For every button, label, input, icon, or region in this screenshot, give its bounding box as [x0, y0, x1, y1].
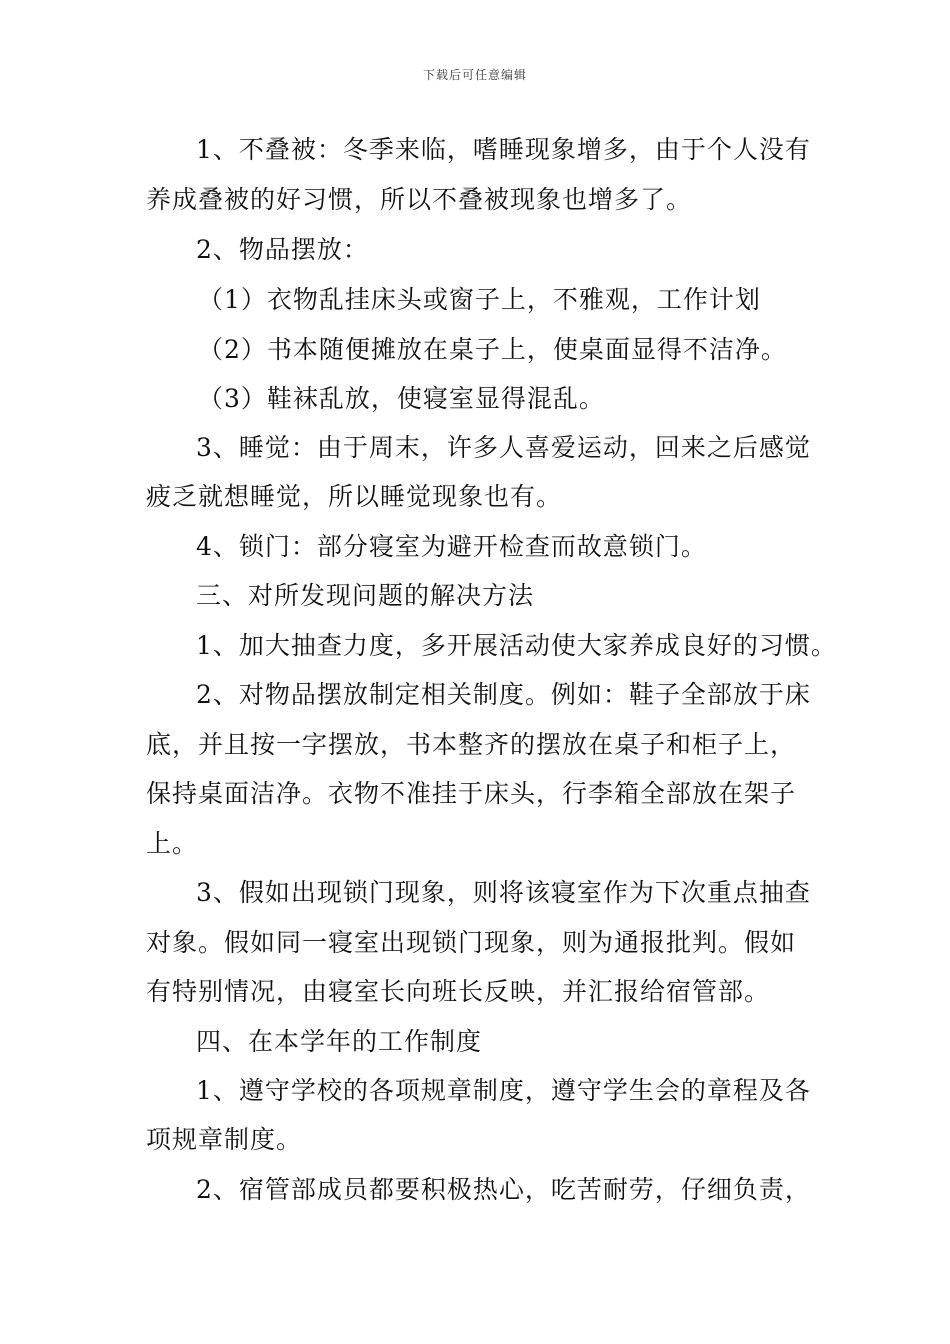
- text-line: 保持桌面洁净。衣物不准挂于床头，行李箱全部放在架子: [146, 779, 797, 808]
- text-line: （2）书本随便摊放在桌子上，使桌面显得不洁净。: [198, 335, 787, 364]
- text-line: 底，并且按一字摆放，书本整齐的摆放在桌子和柜子上，: [146, 730, 797, 759]
- text-line: 对象。假如同一寝室出现锁门现象，则为通报批判。假如: [146, 928, 797, 957]
- text-line: 养成叠被的好习惯，所以不叠被现象也增多了。: [146, 185, 693, 214]
- text-line: 有特别情况，由寝室长向班长反映，并汇报给宿管部。: [146, 977, 771, 1006]
- page-header: 下载后可任意编辑: [422, 68, 527, 82]
- section-heading: 三、对所发现问题的解决方法: [196, 581, 535, 610]
- text-line: 上。: [146, 829, 199, 858]
- text-line: 3、睡觉：由于周末，许多人喜爱运动，回来之后感觉: [196, 433, 811, 462]
- text-line: 2、宿管部成员都要积极热心，吃苦耐劳，仔细负责，: [196, 1175, 811, 1204]
- text-line: 1、加大抽查力度，多开展活动使大家养成良好的习惯。: [196, 631, 837, 660]
- text-line: （1）衣物乱挂床头或窗子上，不雅观，工作计划: [198, 285, 761, 314]
- text-line: 疲乏就想睡觉，所以睡觉现象也有。: [146, 482, 563, 511]
- text-line: 2、对物品摆放制定相关制度。例如：鞋子全部放于床: [196, 680, 811, 709]
- text-line: 1、不叠被：冬季来临，嗜睡现象增多，由于个人没有: [196, 135, 811, 164]
- text-line: （3）鞋袜乱放，使寝室显得混乱。: [198, 384, 605, 413]
- text-line: 项规章制度。: [146, 1125, 303, 1154]
- text-line: 2、物品摆放：: [196, 235, 369, 264]
- section-heading: 四、在本学年的工作制度: [196, 1027, 483, 1056]
- text-line: 1、遵守学校的各项规章制度，遵守学生会的章程及各: [196, 1076, 811, 1105]
- text-line: 4、锁门：部分寝室为避开检查而故意锁门。: [196, 532, 707, 561]
- text-line: 3、假如出现锁门现象，则将该寝室作为下次重点抽查: [196, 878, 811, 907]
